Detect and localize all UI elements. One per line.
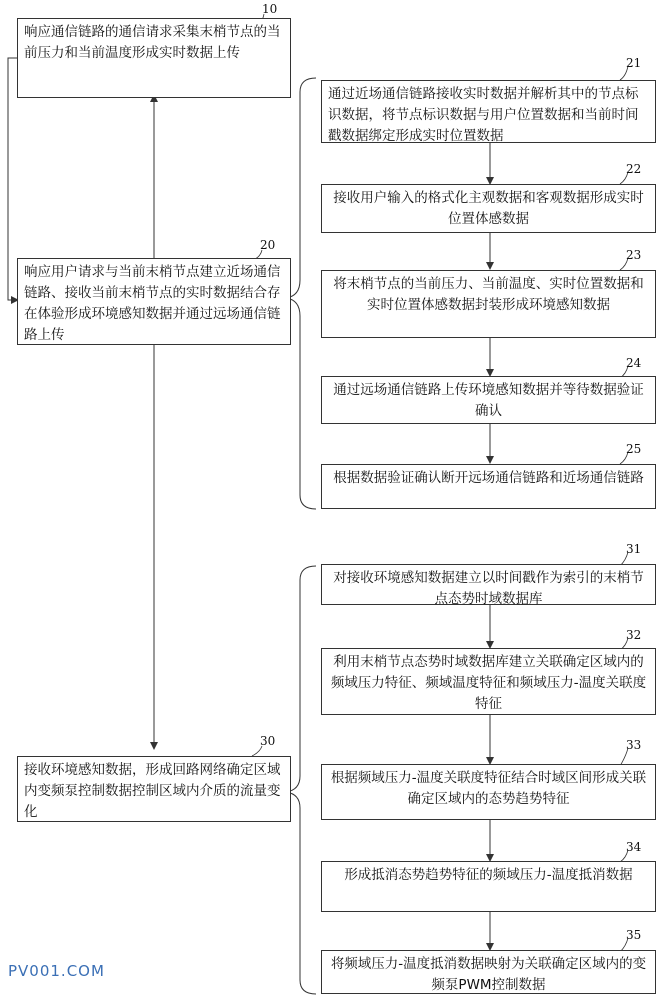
step-30-box: 接收环境感知数据，形成回路网络确定区域内变频泵控制数据控制区域内介质的流量变化 — [17, 756, 291, 822]
step-22-box: 接收用户输入的格式化主观数据和客观数据形成实时位置体感数据 — [321, 184, 656, 233]
step-10-number: 10 — [262, 2, 278, 16]
step-34-number: 34 — [626, 840, 642, 854]
step-30-number: 30 — [260, 734, 276, 748]
step-21-box: 通过近场通信链路接收实时数据并解析其中的节点标识数据，将节点标识数据与用户位置数据和当前时间戳数据绑定形成实时位置数据 — [321, 80, 656, 143]
step-22-number: 22 — [626, 162, 642, 176]
step-32-number: 32 — [626, 628, 642, 642]
step-20-box: 响应用户请求与当前末梢节点建立近场通信链路、接收当前末梢节点的实时数据结合存在体验形成环境感知数据并通过远场通信链路上传 — [17, 258, 291, 345]
watermark: PV001.COM — [8, 962, 105, 980]
step-31-box: 对接收环境感知数据建立以时间戳作为索引的末梢节点态势时域数据库 — [321, 564, 656, 605]
step-33-box: 根据频域压力-温度关联度特征结合时域区间形成关联确定区域内的态势趋势特征 — [321, 764, 656, 820]
step-32-box: 利用末梢节点态势时域数据库建立关联确定区域内的频域压力特征、频域温度特征和频域压力-温度关联度特征 — [321, 648, 656, 715]
step-25-number: 25 — [626, 442, 642, 456]
step-34-box: 形成抵消态势趋势特征的频域压力-温度抵消数据 — [321, 861, 656, 912]
step-31-number: 31 — [626, 542, 642, 556]
step-10-box: 响应通信链路的通信请求采集末梢节点的当前压力和当前温度形成实时数据上传 — [17, 18, 291, 98]
step-25-box: 根据数据验证确认断开远场通信链路和近场通信链路 — [321, 464, 656, 509]
step-33-number: 33 — [626, 738, 642, 752]
step-21-number: 21 — [626, 56, 642, 70]
step-20-number: 20 — [260, 238, 276, 252]
step-23-box: 将末梢节点的当前压力、当前温度、实时位置数据和实时位置体感数据封装形成环境感知数据 — [321, 270, 656, 338]
loop-10-to-20 — [8, 58, 17, 300]
step-24-number: 24 — [626, 356, 642, 370]
step-35-number: 35 — [626, 928, 642, 942]
step-23-number: 23 — [626, 248, 642, 262]
step-24-box: 通过远场通信链路上传环境感知数据并等待数据验证确认 — [321, 376, 656, 424]
step-35-box: 将频域压力-温度抵消数据映射为关联确定区域内的变频泵PWM控制数据 — [321, 950, 656, 994]
